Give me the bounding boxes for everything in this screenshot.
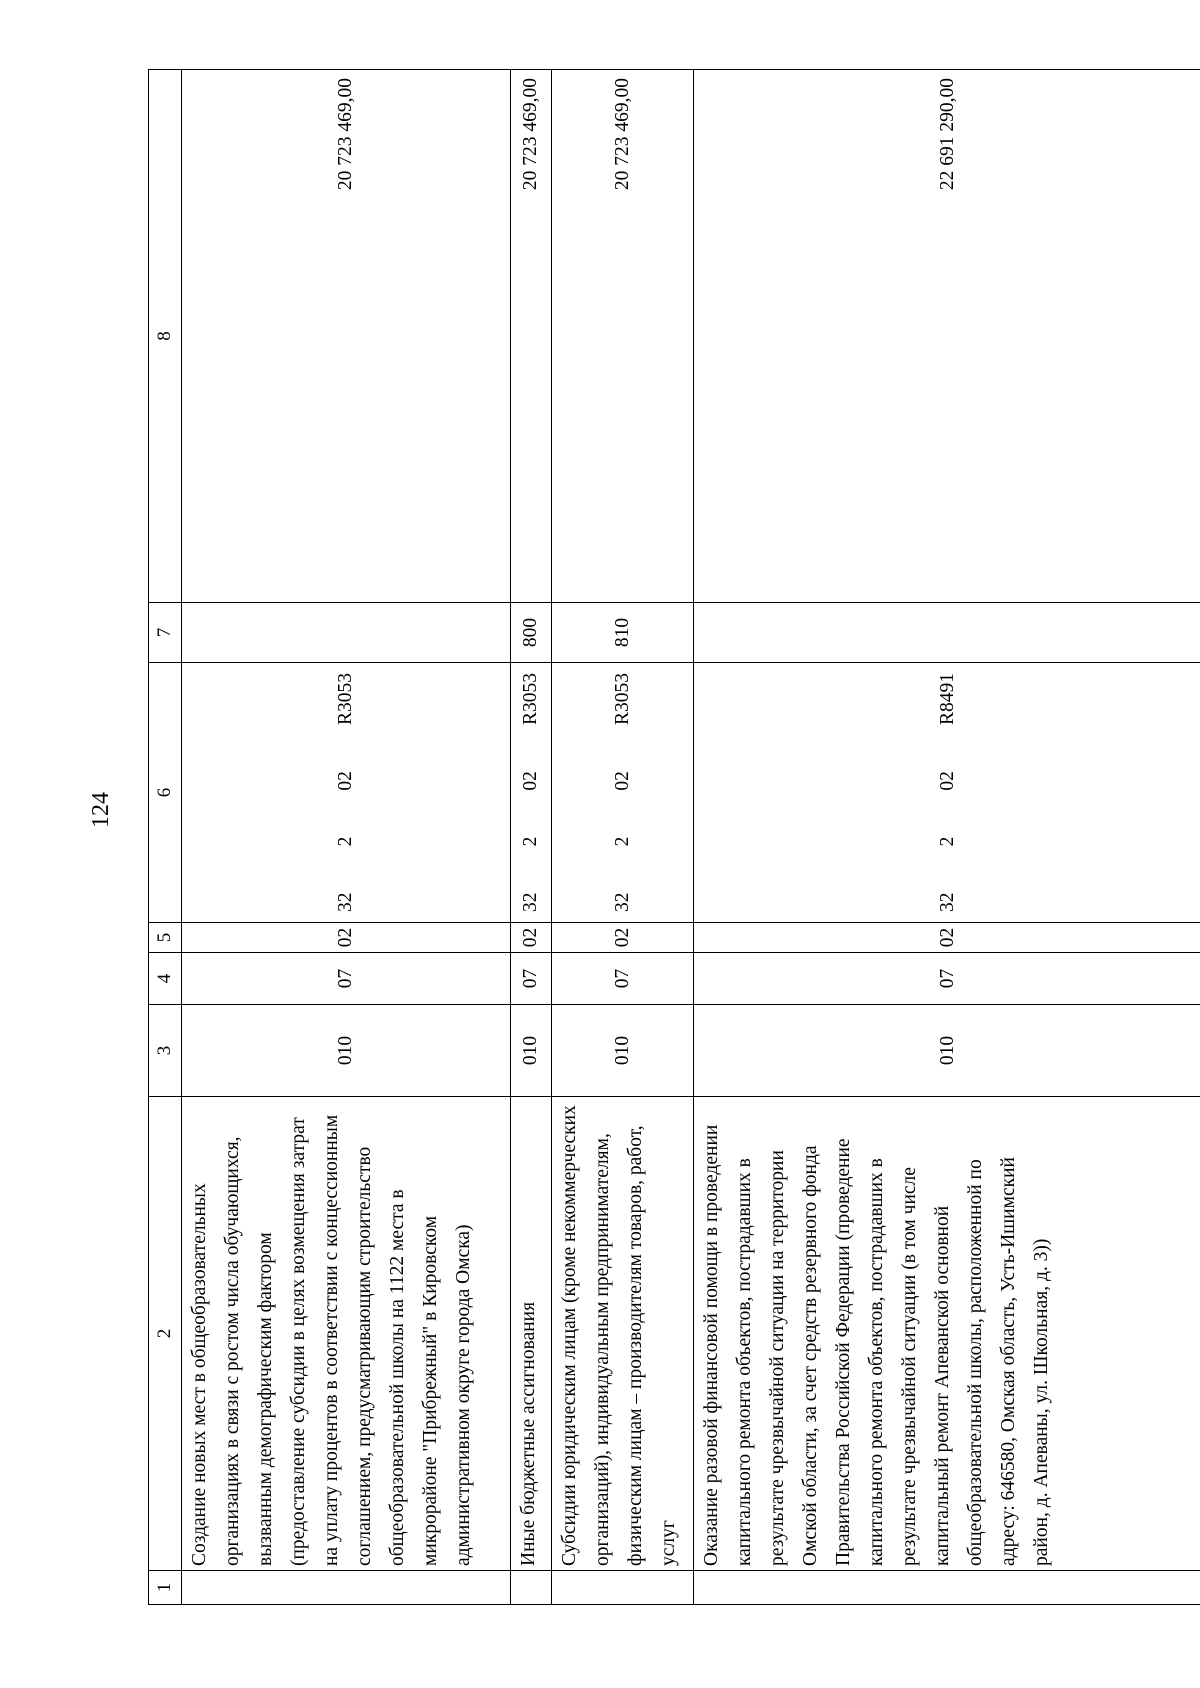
table-row: [694, 70, 1200, 1605]
admin-code: 010: [510, 1005, 551, 1097]
header-col-4: 4: [149, 953, 182, 1005]
row-description: Субсидии юридическим лицам (кроме некоммерческих организаций), индивидуальным предпринимателям, физическим лицам – производителям товаров, работ, услуг: [551, 1097, 694, 1571]
expense-type-code: [181, 603, 510, 663]
subsection-code: 02: [694, 923, 1200, 953]
subsection-code: 02: [551, 923, 694, 953]
header-col-8: 8: [149, 70, 182, 603]
admin-code: 010: [551, 1005, 694, 1097]
section-code: 07: [551, 953, 694, 1005]
admin-code: 010: [181, 1005, 510, 1097]
expense-type-code: 800: [510, 603, 551, 663]
amount: 20 723 469,00: [551, 70, 694, 603]
target-article-code: 32 2 02 R8491: [694, 663, 1200, 923]
row-description: Создание новых мест в общеобразовательных организациях в связи с ростом числа обучающихся, вызванным демографическим фактором (предоставление субсидии в целях возмещения затрат на уплату процентов в соответствии с концессионным соглашением, предусматривающим строительство общеобразовательной школы на 1122 места в микрорайоне "Прибрежный" в Кировском административном округе города Омска): [181, 1097, 510, 1571]
row-description: Оказание разовой финансовой помощи в проведении капитального ремонта объектов, пострадавших в результате чрезвычайной ситуации на территории Омской области, за счет средств резервного фонда Правительства Российской Федерации (проведение капитального ремонта объектов, пострадавших в результате чрезвычайной ситуации (в том числе капитальный ремонт Апеванской основной общеобразовательной школы, расположенной по адресу: 646580, Омская область, Усть-Ишимский район, д. Апеваны, ул. Школьная, д. 3)): [694, 1097, 1200, 1571]
section-code: 07: [181, 953, 510, 1005]
header-col-6: 6: [149, 663, 182, 923]
rotated-table-container: [148, 70, 1200, 1605]
amount: 22 691 290,00: [694, 70, 1200, 603]
header-col-5: 5: [149, 923, 182, 953]
row-number-cell: [181, 1571, 510, 1605]
target-article-code: 32 2 02 R3053: [510, 663, 551, 923]
expense-type-code: 810: [551, 603, 694, 663]
table-row: [181, 70, 510, 1605]
header-col-3: 3: [149, 1005, 182, 1097]
expense-type-code: [694, 603, 1200, 663]
target-article-code: 32 2 02 R3053: [181, 663, 510, 923]
table-row: [510, 70, 551, 1605]
amount: 20 723 469,00: [510, 70, 551, 603]
header-row: [149, 70, 182, 1605]
row-number-cell: [510, 1571, 551, 1605]
admin-code: 010: [694, 1005, 1200, 1097]
subsection-code: 02: [181, 923, 510, 953]
header-col-2: 2: [149, 1097, 182, 1571]
target-article-code: 32 2 02 R3053: [551, 663, 694, 923]
page-number: 124: [88, 792, 114, 828]
row-description: Иные бюджетные ассигнования: [510, 1097, 551, 1571]
section-code: 07: [694, 953, 1200, 1005]
table-row: [551, 70, 694, 1605]
amount: 20 723 469,00: [181, 70, 510, 603]
row-number-cell: [694, 1571, 1200, 1605]
header-col-1: 1: [149, 1571, 182, 1605]
section-code: 07: [510, 953, 551, 1005]
row-number-cell: [551, 1571, 694, 1605]
header-col-7: 7: [149, 603, 182, 663]
subsection-code: 02: [510, 923, 551, 953]
budget-table: [148, 69, 1200, 1605]
